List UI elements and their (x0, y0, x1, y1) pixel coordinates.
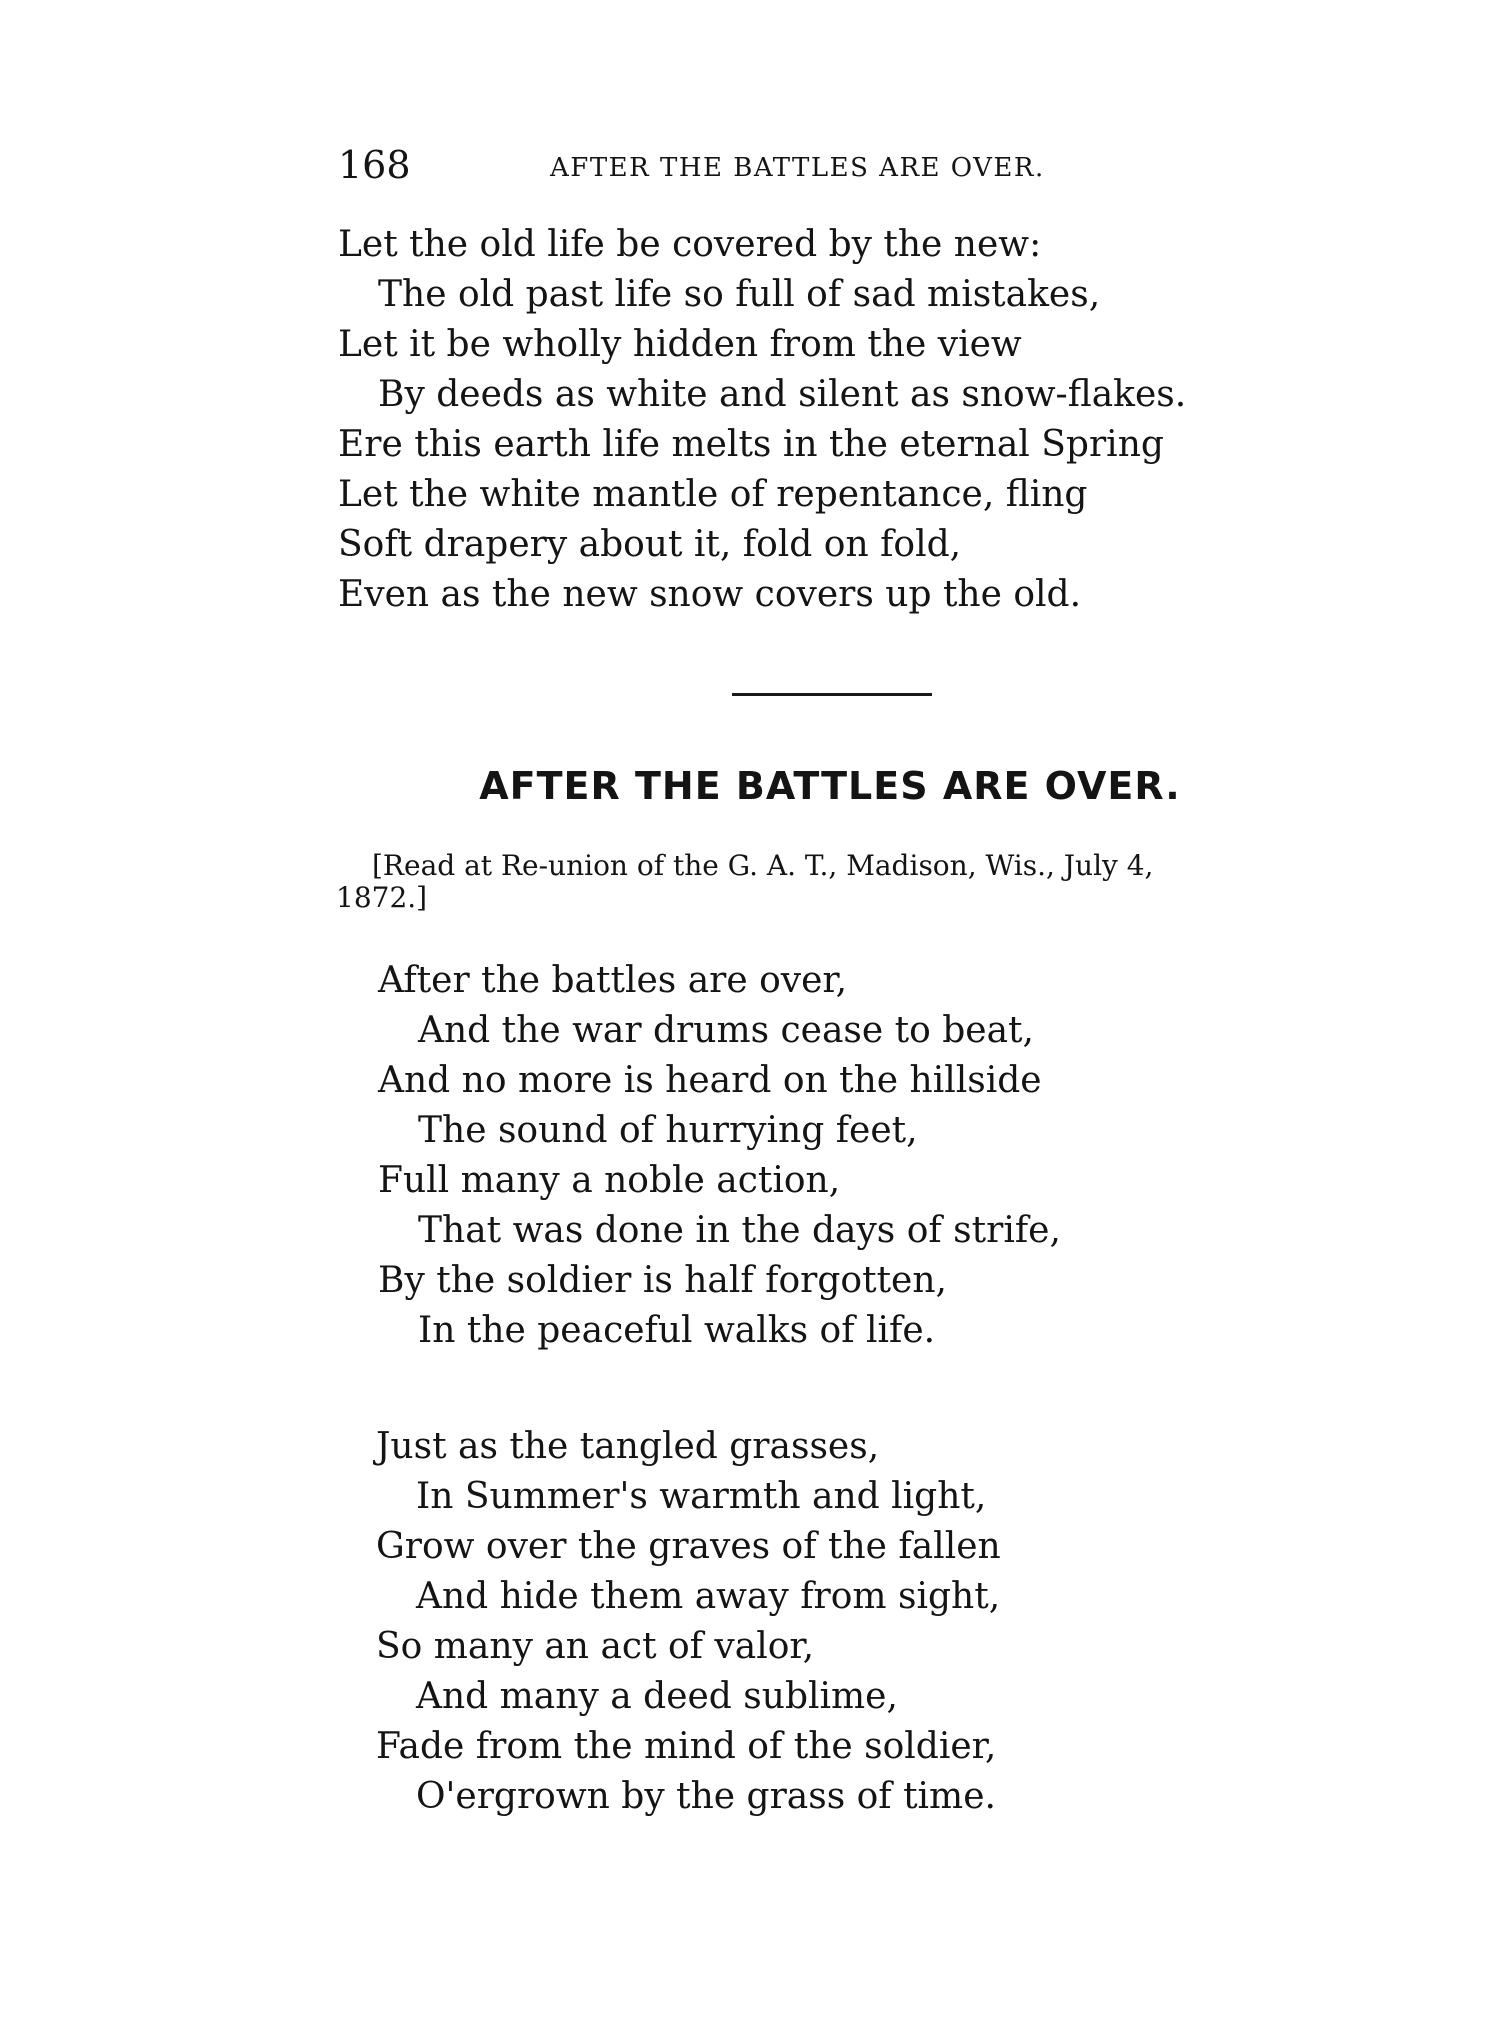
poem-line: In Summer's warmth and light, (416, 1476, 987, 1517)
page-number: 168 (338, 143, 411, 187)
poem-line: Even as the new snow covers up the old. (338, 574, 1082, 615)
poem-line: Just as the tangled grasses, (376, 1426, 880, 1467)
poem-title: AFTER THE BATTLES ARE OVER. (479, 764, 1181, 808)
poem-line: Fade from the mind of the soldier, (376, 1726, 997, 1767)
poem-line: O'ergrown by the grass of time. (416, 1776, 996, 1817)
poem-line: By the soldier is half forgotten, (378, 1260, 947, 1301)
poem-line: Let it be wholly hidden from the view (338, 324, 1022, 365)
poem-line: Let the old life be covered by the new: (338, 224, 1042, 265)
stanza-2 (376, 1422, 1001, 1822)
poem-line: So many an act of valor, (376, 1626, 815, 1667)
poem-line: The old past life so full of sad mistakes, (378, 274, 1101, 315)
poem-note-line: 1872.] (336, 881, 428, 914)
poem-line: Full many a noble action, (378, 1160, 841, 1201)
poem-line: By deeds as white and silent as snow-flakes. (378, 374, 1187, 415)
poem-note-line: [Read at Re-union of the G. A. T., Madison, Wis., July 4, (372, 849, 1154, 882)
poem-line: In the peaceful walks of life. (418, 1310, 936, 1351)
poem-line: Let the white mantle of repentance, fling (338, 474, 1088, 515)
prior-poem-ending (338, 220, 1186, 620)
poem-line: And the war drums cease to beat, (418, 1010, 1034, 1051)
poem-note (336, 850, 1336, 914)
poem-line: That was done in the days of strife, (418, 1210, 1061, 1251)
stanza-1 (378, 956, 1061, 1356)
poem-line: Soft drapery about it, fold on fold, (338, 524, 962, 565)
poem-line: After the battles are over, (378, 960, 848, 1001)
running-title: AFTER THE BATTLES ARE OVER. (550, 153, 1045, 183)
running-head (338, 140, 1138, 190)
poem-line: And no more is heard on the hillside (378, 1060, 1042, 1101)
poem-line: Ere this earth life melts in the eternal Spring (338, 424, 1164, 465)
poem-line: And hide them away from sight, (416, 1576, 1001, 1617)
poem-line: And many a deed sublime, (416, 1676, 898, 1717)
section-divider (732, 693, 932, 696)
poem-line: The sound of hurrying feet, (418, 1110, 918, 1151)
poem-line: Grow over the graves of the fallen (376, 1526, 1001, 1567)
